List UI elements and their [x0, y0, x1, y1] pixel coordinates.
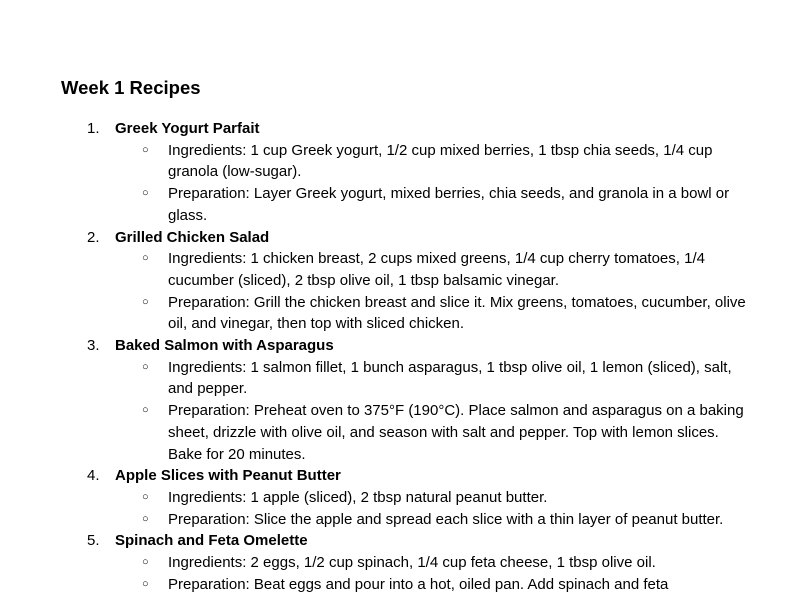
recipe-item: [0, 465, 794, 530]
hollow-bullet-icon: ○: [142, 252, 149, 265]
ingredients-item: [0, 248, 794, 291]
hollow-bullet-icon: ○: [142, 490, 149, 503]
hollow-bullet-icon: ○: [142, 295, 149, 308]
preparation-item: [0, 400, 794, 465]
page-title: Week 1 Recipes: [61, 77, 201, 98]
preparation-item: [0, 292, 794, 335]
ingredients-item: [0, 140, 794, 183]
ingredients-text: Ingredients: 2 eggs, 1/2 cup spinach, 1/4 cup feta cheese, 1 tbsp olive oil.: [168, 554, 656, 572]
ingredients-text: Ingredients: 1 chicken breast, 2 cups mixed greens, 1/4 cup cherry tomatoes, 1/4 cucumber (sliced), 2 tbsp olive oil, 1 tbsp balsamic vinegar.: [168, 250, 705, 289]
recipe-list: [0, 118, 794, 595]
recipe-name: Spinach and Feta Omelette: [115, 532, 308, 550]
ingredients-text: Ingredients: 1 cup Greek yogurt, 1/2 cup mixed berries, 1 tbsp chia seeds, 1/4 cup granola (low-sugar).: [168, 141, 713, 181]
recipe-details: [0, 552, 794, 595]
recipe-item: [0, 118, 794, 227]
ingredients-item: [0, 487, 794, 509]
hollow-bullet-icon: ○: [142, 143, 149, 156]
hollow-bullet-icon: ○: [142, 556, 149, 569]
hollow-bullet-icon: ○: [142, 404, 149, 417]
hollow-bullet-icon: ○: [142, 512, 149, 525]
recipe-item: [0, 530, 794, 595]
recipe-name: Baked Salmon with Asparagus: [115, 337, 334, 355]
recipe-name: Apple Slices with Peanut Butter: [115, 467, 341, 485]
preparation-text: Preparation: Grill the chicken breast and slice it. Mix greens, tomatoes, cucumber, olive oil, and vinegar, then top with sliced chicken.: [168, 293, 746, 333]
preparation-item: [0, 183, 794, 226]
recipe-name: Greek Yogurt Parfait: [115, 120, 260, 137]
preparation-text: Preparation: Preheat oven to 375°F (190°C). Place salmon and asparagus on a baking sheet, drizzle with olive oil, and season with salt and pepper. Top with lemon slices. Bake for 20 minutes.: [168, 402, 744, 463]
recipe-number: 3.: [87, 337, 100, 355]
hollow-bullet-icon: ○: [142, 577, 149, 590]
recipe-item: [0, 227, 794, 336]
recipe-details: [0, 487, 794, 530]
hollow-bullet-icon: ○: [142, 360, 149, 373]
recipe-number: 5.: [87, 532, 100, 550]
recipe-details: [0, 248, 794, 335]
recipe-details: [0, 357, 794, 466]
recipe-number: 1.: [87, 120, 100, 137]
preparation-item: [0, 509, 794, 531]
ingredients-text: Ingredients: 1 salmon fillet, 1 bunch asparagus, 1 tbsp olive oil, 1 lemon (sliced), salt, and pepper.: [168, 358, 732, 398]
recipe-item: [0, 335, 794, 465]
recipe-name: Grilled Chicken Salad: [115, 228, 270, 246]
ingredients-text: Ingredients: 1 apple (sliced), 2 tbsp natural peanut butter.: [168, 488, 548, 506]
preparation-item: [0, 574, 794, 596]
recipe-number: 4.: [87, 467, 100, 485]
hollow-bullet-icon: ○: [142, 187, 149, 200]
ingredients-item: [0, 357, 794, 400]
ingredients-item: [0, 552, 794, 574]
recipe-details: [0, 140, 794, 227]
preparation-text: Preparation: Layer Greek yogurt, mixed berries, chia seeds, and granola in a bowl or glass.: [168, 185, 730, 224]
preparation-text: Preparation: Slice the apple and spread each slice with a thin layer of peanut butter.: [168, 510, 724, 528]
recipe-number: 2.: [87, 228, 100, 246]
preparation-text: Preparation: Beat eggs and pour into a hot, oiled pan. Add spinach and feta: [168, 575, 669, 593]
